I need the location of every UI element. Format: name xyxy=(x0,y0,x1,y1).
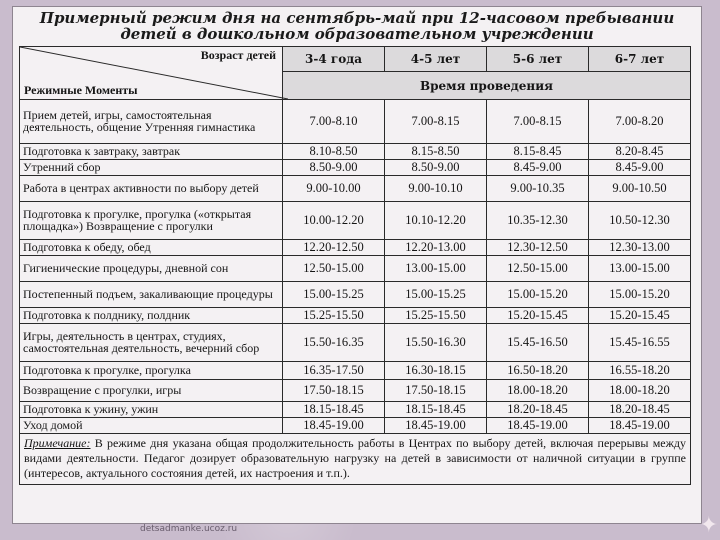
activity-cell: Подготовка к обеду, обед xyxy=(20,240,283,256)
time-cell: 12.30-13.00 xyxy=(589,240,691,256)
time-header: Время проведения xyxy=(283,72,691,100)
time-cell: 18.15-18.45 xyxy=(385,402,487,418)
time-cell: 16.55-18.20 xyxy=(589,362,691,380)
time-cell: 16.30-18.15 xyxy=(385,362,487,380)
table-row xyxy=(20,380,691,402)
time-cell: 8.15-8.45 xyxy=(487,144,589,160)
table-row xyxy=(20,240,691,256)
time-cell: 18.20-18.45 xyxy=(487,402,589,418)
title-line-1: Примерный режим дня на сентябрь-май при 12-часовом пребывании xyxy=(39,9,675,27)
time-cell: 17.50-18.15 xyxy=(283,380,385,402)
time-cell: 8.15-8.50 xyxy=(385,144,487,160)
header-diagonal-cell xyxy=(20,47,283,100)
time-cell: 15.25-15.50 xyxy=(385,308,487,324)
time-cell: 9.00-10.35 xyxy=(487,176,589,202)
footnote-label: Примечание: xyxy=(24,436,91,450)
activity-cell: Подготовка к прогулке, прогулка («открытая площадка») Возвращение с прогулки xyxy=(20,202,283,240)
time-cell: 13.00-15.00 xyxy=(385,256,487,282)
time-cell: 12.50-15.00 xyxy=(487,256,589,282)
table-row xyxy=(20,282,691,308)
time-cell: 15.00-15.25 xyxy=(283,282,385,308)
time-cell: 10.35-12.30 xyxy=(487,202,589,240)
table-row xyxy=(20,256,691,282)
age-header-6-7: 6-7 лет xyxy=(589,47,691,72)
table-row xyxy=(20,402,691,418)
time-cell: 7.00-8.10 xyxy=(283,100,385,144)
time-cell: 10.50-12.30 xyxy=(589,202,691,240)
page-title xyxy=(13,7,701,46)
age-header-5-6: 5-6 лет xyxy=(487,47,589,72)
time-cell: 8.20-8.45 xyxy=(589,144,691,160)
time-cell: 18.45-19.00 xyxy=(589,418,691,434)
time-cell: 9.00-10.00 xyxy=(283,176,385,202)
time-cell: 8.45-9.00 xyxy=(487,160,589,176)
time-cell: 7.00-8.15 xyxy=(385,100,487,144)
time-cell: 9.00-10.50 xyxy=(589,176,691,202)
moments-label: Режимные Моменты xyxy=(24,83,138,97)
activity-cell: Постепенный подъем, закаливающие процедуры xyxy=(20,282,283,308)
table-row xyxy=(20,418,691,434)
activity-cell: Работа в центрах активности по выбору детей xyxy=(20,176,283,202)
watermark-url: detsadmanke.ucoz.ru xyxy=(140,524,238,534)
time-cell: 15.00-15.25 xyxy=(385,282,487,308)
time-cell: 15.20-15.45 xyxy=(487,308,589,324)
time-cell: 8.45-9.00 xyxy=(589,160,691,176)
table-row xyxy=(20,308,691,324)
schedule-sheet xyxy=(12,6,702,524)
table-row xyxy=(20,202,691,240)
time-cell: 18.45-19.00 xyxy=(283,418,385,434)
time-cell: 12.50-15.00 xyxy=(283,256,385,282)
age-label: Возраст детей xyxy=(200,48,276,62)
time-cell: 16.35-17.50 xyxy=(283,362,385,380)
activity-cell: Подготовка к прогулке, прогулка xyxy=(20,362,283,380)
time-cell: 8.50-9.00 xyxy=(283,160,385,176)
time-cell: 15.45-16.55 xyxy=(589,324,691,362)
time-cell: 15.00-15.20 xyxy=(589,282,691,308)
time-cell: 9.00-10.10 xyxy=(385,176,487,202)
time-cell: 10.10-12.20 xyxy=(385,202,487,240)
time-cell: 16.50-18.20 xyxy=(487,362,589,380)
footnote-text: В режиме дня указана общая продолжительность работы в Центрах по выбору детей, включая перерывы между видами деятельности. Педагог дозирует образовательную нагрузку на детей в зависимости от наличной ситуации в группе (интересов, актуального состояния детей, их настроения и т.п.). xyxy=(24,436,687,480)
title-line-2: детей в дошкольном образовательном учреждении xyxy=(120,25,594,43)
time-cell: 18.00-18.20 xyxy=(487,380,589,402)
time-cell: 18.20-18.45 xyxy=(589,402,691,418)
footnote xyxy=(19,434,691,485)
time-cell: 12.30-12.50 xyxy=(487,240,589,256)
activity-cell: Уход домой xyxy=(20,418,283,434)
table-row xyxy=(20,160,691,176)
time-cell: 15.00-15.20 xyxy=(487,282,589,308)
time-cell: 10.00-12.20 xyxy=(283,202,385,240)
star-decoration-icon: ✦ xyxy=(699,513,718,538)
time-cell: 12.20-13.00 xyxy=(385,240,487,256)
time-cell: 15.25-15.50 xyxy=(283,308,385,324)
activity-cell: Возвращение с прогулки, игры xyxy=(20,380,283,402)
table-row xyxy=(20,176,691,202)
activity-cell: Гигиенические процедуры, дневной сон xyxy=(20,256,283,282)
time-cell: 8.50-9.00 xyxy=(385,160,487,176)
time-cell: 15.20-15.45 xyxy=(589,308,691,324)
time-cell: 17.50-18.15 xyxy=(385,380,487,402)
activity-cell: Прием детей, игры, самостоятельная деятельность, общение Утренняя гимнастика xyxy=(20,100,283,144)
time-cell: 15.50-16.35 xyxy=(283,324,385,362)
time-cell: 18.00-18.20 xyxy=(589,380,691,402)
time-cell: 18.15-18.45 xyxy=(283,402,385,418)
table-row xyxy=(20,362,691,380)
table-row xyxy=(20,100,691,144)
time-cell: 15.45-16.50 xyxy=(487,324,589,362)
activity-cell: Подготовка к завтраку, завтрак xyxy=(20,144,283,160)
age-header-4-5: 4-5 лет xyxy=(385,47,487,72)
activity-cell: Подготовка к полднику, полдник xyxy=(20,308,283,324)
age-header-3-4: 3-4 года xyxy=(283,47,385,72)
table-row xyxy=(20,324,691,362)
header-row-ages xyxy=(20,47,691,72)
table-row xyxy=(20,144,691,160)
time-cell: 7.00-8.15 xyxy=(487,100,589,144)
schedule-table xyxy=(19,46,691,434)
time-cell: 15.50-16.30 xyxy=(385,324,487,362)
activity-cell: Игры, деятельность в центрах, студиях, самостоятельная деятельность, вечерний сбор xyxy=(20,324,283,362)
time-cell: 12.20-12.50 xyxy=(283,240,385,256)
time-cell: 18.45-19.00 xyxy=(385,418,487,434)
activity-cell: Утренний сбор xyxy=(20,160,283,176)
time-cell: 8.10-8.50 xyxy=(283,144,385,160)
time-cell: 7.00-8.20 xyxy=(589,100,691,144)
time-cell: 13.00-15.00 xyxy=(589,256,691,282)
activity-cell: Подготовка к ужину, ужин xyxy=(20,402,283,418)
time-cell: 18.45-19.00 xyxy=(487,418,589,434)
